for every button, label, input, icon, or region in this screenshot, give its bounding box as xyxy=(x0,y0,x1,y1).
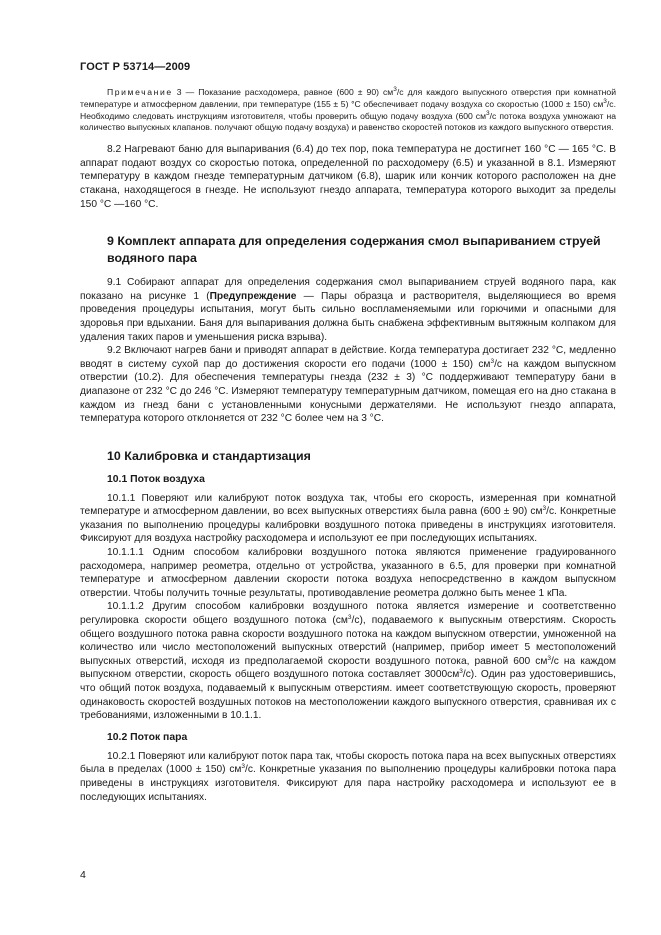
warning-label: Предупреждение xyxy=(209,290,297,302)
section-10-heading: 10 Калибровка и стандартизация xyxy=(107,448,311,463)
subsection-10-1-heading: 10.1 Поток воздуха xyxy=(107,473,205,485)
note-3: Примечание 3 — Показание расходомера, равное (600 ± 90) $см^3/с$ для каждого выпускного отверстия при комнатной температуре и атмосферном давлении, при температуре (155 ± 5) °С обеспечивает подачу воздуха со скоростью (1000 ± 150) $см^3/с$. Необходимо следовать инструкциям изготовителя, чтобы проверить общую подачу воздуха (600 $см^3/с$ потока воздуха умножают на количество выпускных клапанов. получают общую подачу воздуха) и равенство скоростей потоков из каждого выпускного отверстия. xyxy=(80,86,616,133)
standard-code-header: ГОСТ Р 53714—2009 xyxy=(80,61,191,73)
paragraph-9-2: 9.2 Включают нагрев бани и приводят аппарат в действие. Когда температура достигает 232 °С, медленно вводят в систему сухой пар до достижения скорости его подачи (1000 ± 150) $см^3/с$ на каждом выпускном отверстии (10.2). Для обеспечения температуры гнезда (232 ± 3) °С поддерживают температуру бани в диапазоне от 232 °С до 246 °С. Измеряют температуру температурным датчиком, помещая его на дно стакана в каждом из гнезд бани с установленными конусными держателями. Не используют гнездо аппарата, температура которого отклоняется от 232 °С более чем на 3 °С. xyxy=(80,345,616,425)
paragraph-10-1-1-1: 10.1.1.1 Одним способом калибровки воздушного потока являются применение градуированного расходомера, например реометра, отдельно от устройства, указанного в 6.5, для проверки при комнатной температуре и атмосферном давлении скорости потока воздуха непосредственно в каждом выпускном отверстии. Чтобы получить точные результаты, противодавление реометра должно быть менее 1 кПа. xyxy=(80,547,616,599)
page-number: 4 xyxy=(80,869,86,881)
note-label: Примечание xyxy=(107,87,173,97)
paragraph-10-2-1: 10.2.1 Поверяют или калибруют поток пара так, чтобы скорость потока пара на всех выпускных отверстиях была в пределах (1000 ± 150) $см^3/с$. Конкретные указания по выполнению процедуры калибровки потока пара приведены в инструкциях изготовителя. Фиксируют для пара настройку расходомера и используют ее в последующих испытаниях. xyxy=(80,750,616,803)
paragraph-10-1-1-2: 10.1.1.2 Другим способом калибровки воздушного потока является измерение и соответственно регулировка скорости общего воздушного потока $(см^3/с)$, подаваемого к выпускным отверстиям. Скорость общего воздушного потока равна скорости воздушного потока на каждом выпускном отверстии, умноженной на количество или число местоположений выпускных отверстий (например, прибор имеет 5 местоположений выпускных отверстий, исходя из предполагаемой скорости воздушного потока, равной 600 $см^3/с$ на каждом выпускном отверстии, скорость общего воздушного потока составляет $3000см^3/с$). Один раз удостоверившись, что общий поток воздуха, подаваемый к выпускным отверстиям. имеет соответствующую скорость, проверяют одинаковость скоростей воздушных потоков на местоположении каждого выпускного отверстия, сравнивая их с требованиями, изложенными в 10.1.1. xyxy=(80,601,617,722)
paragraph-8-2: 8.2 Нагревают баню для выпаривания (6.4) до тех пор, пока температура не достигнет 160 °С — 165 °С. В аппарат подают воздух со скоростью потока, определенной по расходомеру (6.5) и указанной в 8.1. Измеряют температуру в каждом гнезде температурным датчиком (6.8), шарик или кончик которого расположен на дне стакана, находящегося в гнезде. Не используют гнездо аппарата, температура которого выходит за пределы 150 °С —160 °С. xyxy=(80,144,616,210)
page-content xyxy=(80,87,616,804)
paragraph-10-1-1: 10.1.1 Поверяют или калибруют поток воздуха так, чтобы его скорость, измеренная при комнатной температуре и атмосферном давлении, во всех выпускных отверстиях была равна (600 ± 90) $см^3/с$. Конкретные указания по выполнению процедуры калибровки воздушного потока приведены в инструкциях изготовителя. Фиксируют для воздуха настройку расходомера и используют ее при последующих испытаниях. xyxy=(80,492,616,545)
section-9-heading: 9 Комплект аппарата для определения содержания смол выпариванием струей водяного пара xyxy=(107,234,601,266)
paragraph-9-1: 9.1 Собирают аппарат для определения содержания смол выпариванием струей водяного пара, как показано на рисунке 1 (Предупреждение — Пары образца и растворителя, выделяющиеся во время проведения процедуры испытания, могут быть сильно воспламеняемыми или горючими и опасными для здоровья при вдыхании. Баня для выпаривания должна быть снабжена эффективным вытяжным колпаком для удаления таких паров и уменьшения риска взрыва). xyxy=(80,277,617,343)
subsection-10-2-heading: 10.2 Поток пара xyxy=(107,731,188,743)
